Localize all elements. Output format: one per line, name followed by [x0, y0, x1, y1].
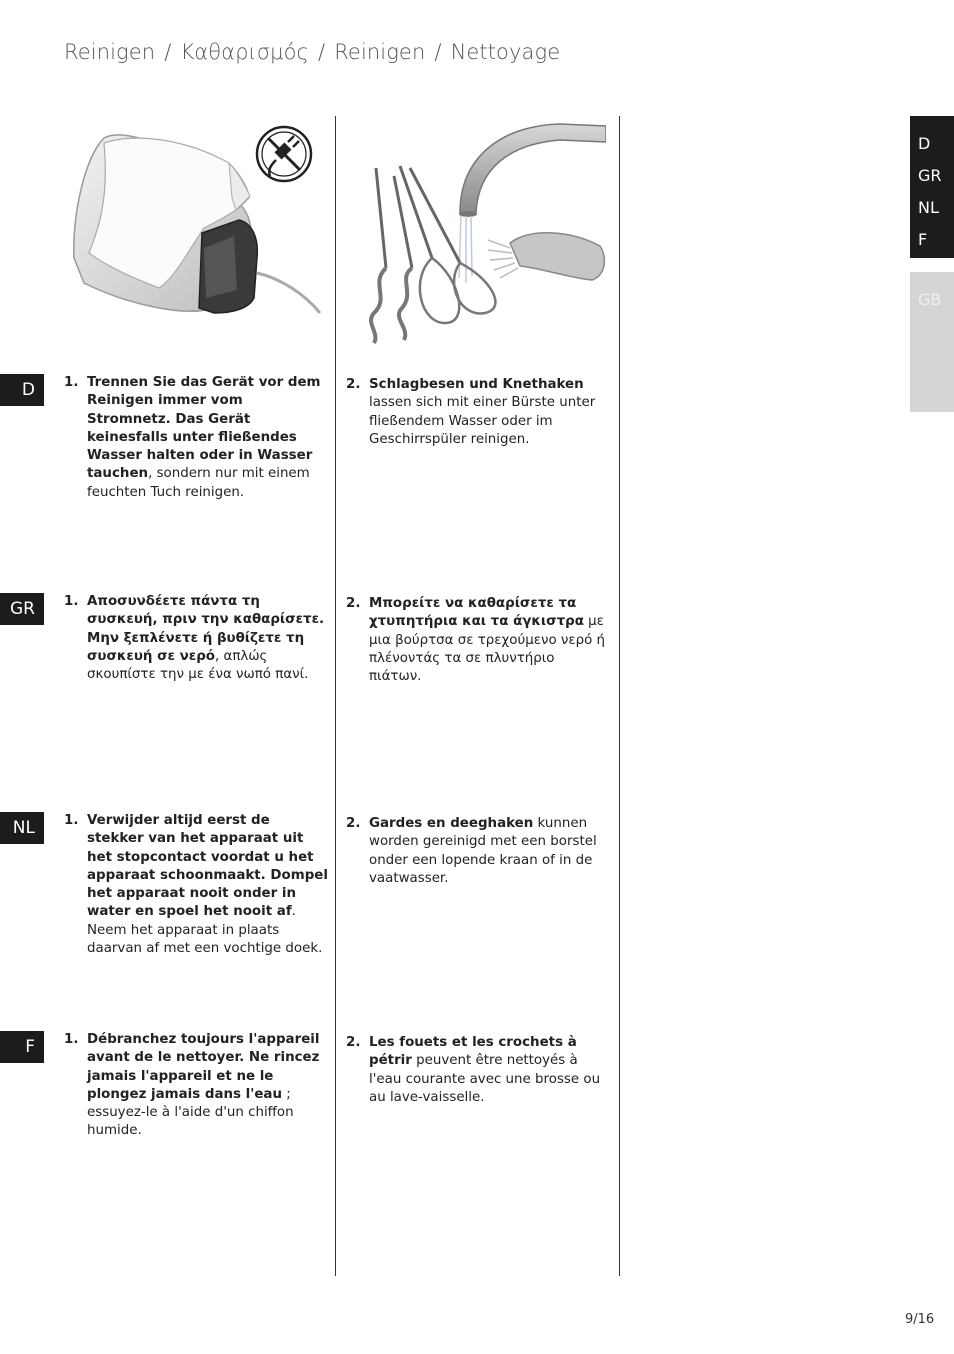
title-de: Reinigen: [64, 40, 156, 64]
step-bold-text: Verwijder altijd eerst de stekker van het apparaat uit het stopcontact voordat u het apparaat schoonmaakt. Dompel het apparaat nooit onder in water en spoel het nooit af: [87, 813, 328, 920]
step-text: [369, 376, 610, 449]
step-text: [87, 593, 329, 684]
step-bold-text: Gardes en deeghaken: [369, 816, 534, 831]
section-label-f: F: [0, 1031, 44, 1063]
section-label-nl: NL: [0, 812, 44, 844]
side-tab-f[interactable]: F: [918, 230, 928, 249]
step-plain-text: ; essuyez-le à l'aide d'un chiffon humide.: [87, 1086, 294, 1139]
step-plain-text: kunnen worden gereinigd met een borstel onder een lopende kraan of in de vaatwasser.: [369, 816, 597, 886]
page-title: [64, 40, 560, 64]
step-plain-text: . Neem het apparaat in plaats daarvan af met een vochtige doek.: [87, 904, 323, 957]
no-plug-icon: [257, 127, 311, 181]
step-number: 2.: [346, 377, 361, 392]
title-fr: Nettoyage: [450, 40, 561, 64]
title-gr: Καθαρισμός: [180, 40, 309, 64]
step-number: 1.: [64, 1032, 79, 1047]
step-plain-text: με μια βούρτσα σε τρεχούμενο νερό ή πλένοντάς τα σε πλυντήριο πιάτων.: [369, 614, 606, 685]
section-label-gr: GR: [0, 593, 44, 625]
step-text: [369, 1034, 610, 1107]
title-separator: /: [434, 40, 442, 64]
section-label-d: D: [0, 374, 44, 406]
step-plain-text: lassen sich mit einer Bürste unter fließendem Wasser oder im Geschirrspüler reinigen.: [369, 395, 596, 447]
step-bold-text: Schlagbesen und Knethaken: [369, 377, 584, 392]
step-bold-text: Μπορείτε να καθαρίσετε τα χτυπητήρια και τα άγκιστρα: [369, 596, 584, 630]
side-tab-nl[interactable]: NL: [918, 198, 939, 217]
step-plain-text: peuvent être nettoyés à l'eau courante avec une brosse ou au lave-vaisselle.: [369, 1053, 601, 1105]
step-text: [369, 815, 610, 888]
step-number: 1.: [64, 813, 79, 828]
side-tab-gb[interactable]: GB: [918, 290, 942, 309]
step-number: 2.: [346, 596, 361, 611]
side-tab-gr[interactable]: GR: [918, 166, 942, 185]
page-number: 9/16: [905, 1312, 935, 1327]
step-number: 2.: [346, 1035, 361, 1050]
step-text: [369, 595, 610, 686]
mixer-illustration-svg: [64, 118, 322, 348]
beaters-under-tap-illustration: [360, 118, 606, 348]
mixer-wiping-cloth-illustration: [64, 118, 322, 348]
step-bold-text: Les fouets et les crochets à pétrir: [369, 1035, 577, 1069]
column-divider: [619, 116, 620, 1276]
step-text: [87, 374, 329, 502]
language-tab-group-inactive[interactable]: [910, 272, 954, 412]
step-plain-text: , sondern nur mit einem feuchten Tuch reinigen.: [87, 466, 310, 500]
step-number: 1.: [64, 375, 79, 390]
step-number: 2.: [346, 816, 361, 831]
step-text: [87, 812, 329, 958]
beaters-illustration-svg: [360, 118, 606, 348]
title-separator: /: [318, 40, 326, 64]
column-divider: [335, 116, 336, 1276]
title-separator: /: [164, 40, 172, 64]
step-bold-text: Débranchez toujours l'appareil avant de le nettoyer. Ne rincez jamais l'appareil et ne le plongez jamais dans l'eau: [87, 1032, 320, 1102]
step-bold-text: Trennen Sie das Gerät vor dem Reinigen immer vom Stromnetz. Das Gerät keinesfalls unter fließendes Wasser halten oder in Wasser tauchen: [87, 375, 321, 482]
step-text: [87, 1031, 329, 1141]
side-tab-d[interactable]: D: [918, 134, 931, 153]
step-bold-text: Αποσυνδέετε πάντα τη συσκευή, πριν την καθαρίσετε. Μην ξεπλένετε ή βυθίζετε τη συσκευή σε νερό: [87, 594, 325, 664]
language-tab-group-active[interactable]: [910, 116, 954, 258]
step-number: 1.: [64, 594, 79, 609]
step-plain-text: , απλώς σκουπίστε την με ένα νωπό πανί.: [87, 648, 309, 683]
title-nl: Reinigen: [334, 40, 426, 64]
